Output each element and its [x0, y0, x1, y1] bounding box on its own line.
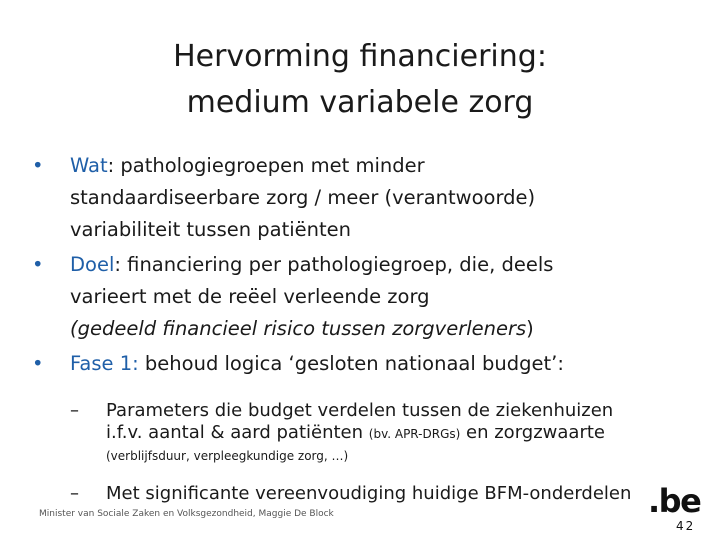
sub-bullet-parameters-text-1: Parameters die budget verdelen tussen de ziekenhuizen: [106, 400, 614, 421]
bullet-keyword-doel: Doel: [70, 253, 115, 276]
sub-bullet-parameters-note: (verblijfsduur, verpleegkundige zorg, …): [106, 449, 349, 463]
sub-bullet-parameters: – Parameters die budget verdelen tussen de ziekenhuizen i.f.v. aantal & aard patiënten (bv. APR-DRGs) en zorgzwaarte (verblijfsduur, verpleegkundige zorg, …): [30, 400, 710, 467]
bullet-marker: •: [32, 154, 44, 177]
bullet-fase-1: [30, 348, 710, 380]
bullet-doel-italic-text: (gedeeld financieel risico tussen zorgverleners: [70, 317, 527, 340]
bullet-wat-text-2: standaardiseerbare zorg / meer (verantwoorde): [70, 186, 536, 209]
bullet-doel-text-1: financiering per pathologiegroep, die, deels: [127, 253, 554, 276]
be-logo: .be: [648, 482, 701, 520]
bullet-wat-text-3: variabiliteit tussen patiënten: [70, 218, 352, 241]
bullet-fase-1-text: behoud logica ‘gesloten nationaal budget’:: [138, 352, 564, 375]
bullet-keyword-fase-1: Fase 1:: [70, 352, 139, 375]
footer-text: Minister van Sociale Zaken en Volksgezondheid, Maggie De Block: [39, 509, 334, 519]
sub-bullet-vereenvoudiging-text: Met significante vereenvoudiging huidige BFM-onderdelen: [106, 483, 632, 504]
bullet-wat: • Wat: pathologiegroepen met minder standaardiseerbare zorg / meer (verantwoorde) variabiliteit tussen patiënten: [30, 150, 710, 246]
slide-title: [0, 34, 720, 126]
slide-title-line-1: Hervorming financiering:: [173, 39, 547, 74]
bullet-doel-text-2: varieert met de reëel verleende zorg: [70, 285, 430, 308]
bullet-list: [30, 150, 710, 505]
bullet-keyword-wat: Wat: [70, 154, 108, 177]
bullet-marker: •: [32, 253, 44, 276]
sub-bullet-parameters-example: (bv. APR-DRGs): [368, 427, 461, 441]
bullet-doel: • Doel: financiering per pathologiegroep, die, deels varieert met de reëel verleende zorg (gedeeld financieel risico tussen zorgverleners): [30, 249, 710, 345]
page-number: 42: [676, 519, 696, 533]
bullet-wat-text-1: pathologiegroepen met minder: [120, 154, 425, 177]
slide-title-line-2: medium variabele zorg: [186, 85, 534, 120]
sub-bullet-vereenvoudiging: [30, 483, 710, 505]
sub-bullet-marker: –: [70, 483, 79, 504]
sub-bullet-marker: –: [70, 400, 79, 421]
bullet-marker: •: [32, 352, 44, 375]
